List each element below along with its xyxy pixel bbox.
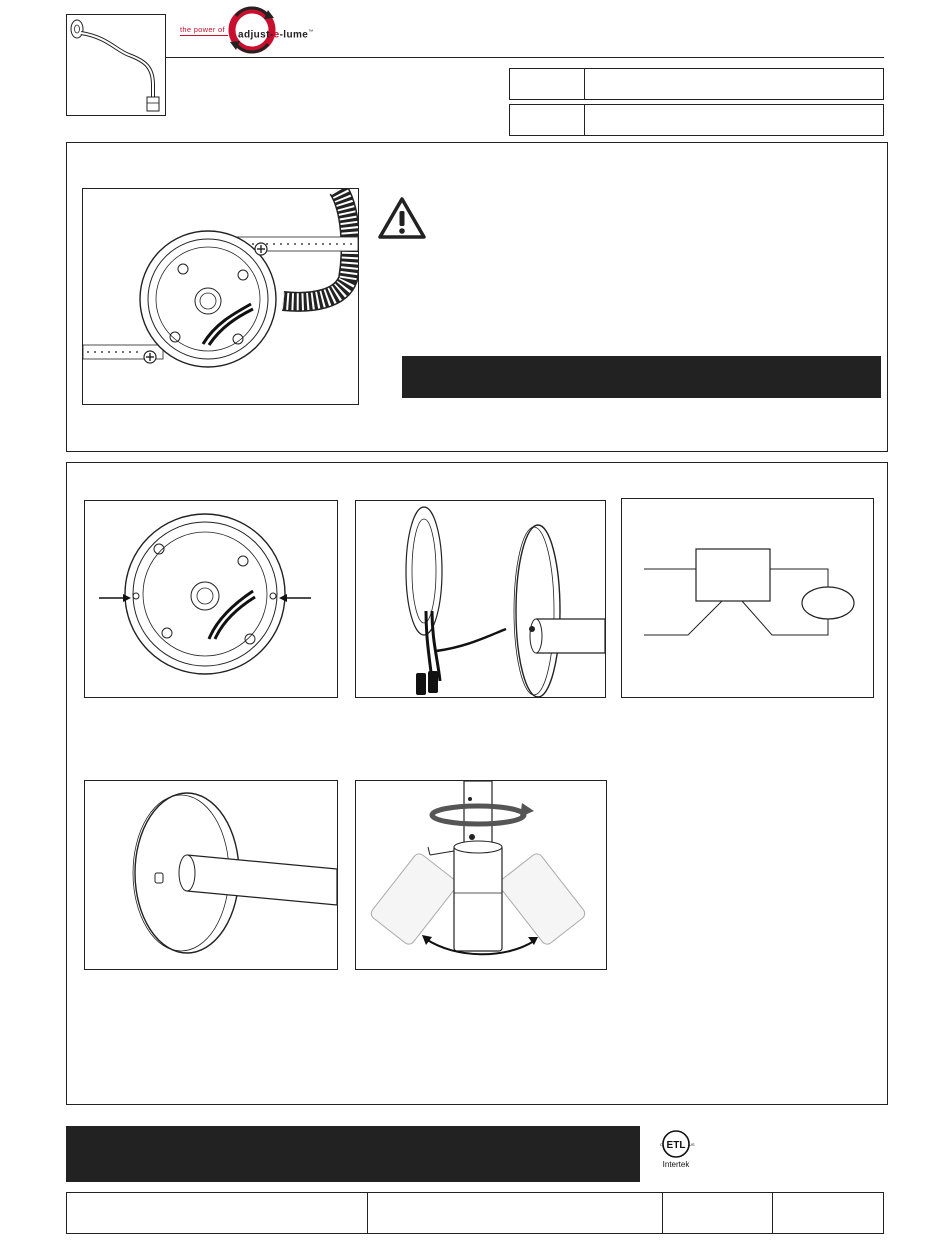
header-rule [166, 57, 884, 58]
mounting-plate-illustration [85, 501, 337, 697]
etl-logo-icon [656, 1128, 696, 1160]
gooseneck-lamp-icon [67, 15, 165, 115]
adjustable-head-illustration [356, 781, 606, 969]
section-1-warning-bar [402, 356, 881, 398]
etl-certification-mark [652, 1128, 704, 1174]
wiring-diagram [622, 499, 873, 697]
logo-trademark: ™ [308, 29, 314, 35]
footer-divider-2 [662, 1193, 663, 1233]
logo-word-lume: lume [283, 29, 309, 41]
canopy-arm-illustration [85, 781, 337, 969]
product-thumbnail [66, 14, 166, 116]
svg-text:C: C [660, 1142, 663, 1147]
wiring-diagram-figure [621, 498, 874, 698]
footer-divider-3 [772, 1193, 773, 1233]
junction-box-illustration [83, 189, 358, 404]
logo-tagline: the power of [180, 25, 225, 34]
intertek-label: Intertek [662, 1160, 690, 1169]
header-field-2-divider [584, 105, 585, 135]
svg-text:US: US [689, 1142, 695, 1147]
logo-word-e: e [273, 29, 280, 41]
brand-logo [178, 4, 358, 54]
header-field-1-divider [584, 69, 585, 99]
footer-dark-bar [66, 1126, 640, 1182]
junction-box-figure [82, 188, 359, 405]
logo-word-adjust: adjust [238, 29, 270, 41]
fixture-wiring-illustration [356, 501, 605, 697]
canopy-arm-figure [84, 780, 338, 970]
logo-wordmark: adjust-e-lume™ [238, 29, 314, 41]
etl-mark-text: ETL [666, 1140, 686, 1151]
logo-underline [180, 35, 228, 36]
header-field-2 [509, 104, 884, 136]
adjustable-head-figure [355, 780, 607, 970]
mounting-plate-figure [84, 500, 338, 698]
fixture-wiring-figure [355, 500, 606, 698]
warning-icon [376, 195, 428, 243]
footer-info-row [66, 1192, 884, 1234]
footer-divider-1 [367, 1193, 368, 1233]
header-field-1 [509, 68, 884, 100]
